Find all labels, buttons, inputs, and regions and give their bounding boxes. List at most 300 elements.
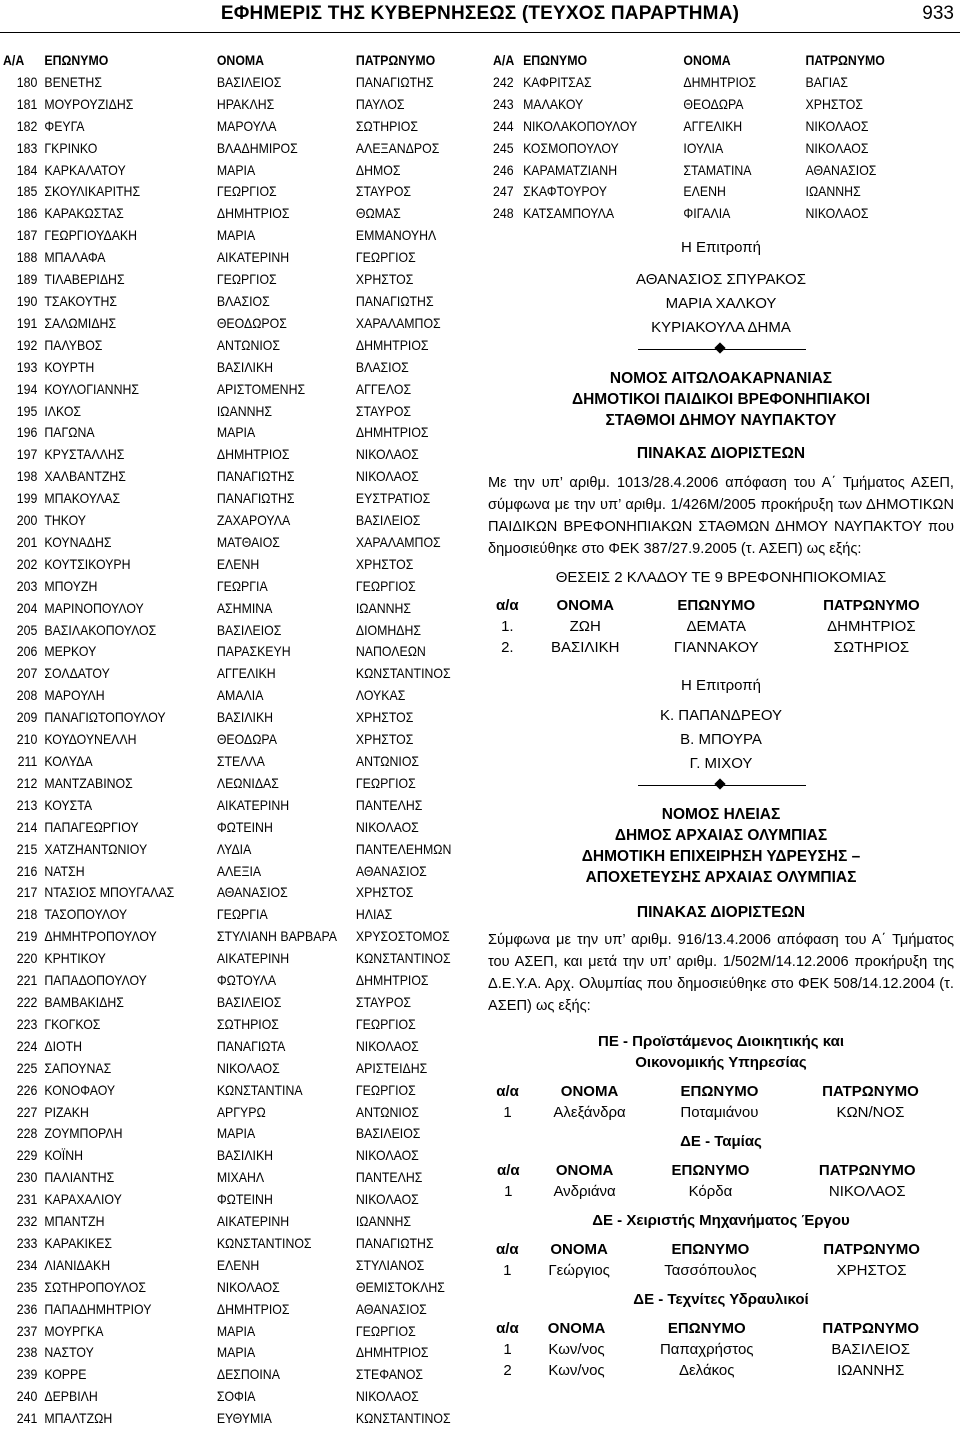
surname-cell: ΝΑΤΣΗ: [44, 862, 85, 879]
name-cell: ΣΟΦΙΑ: [216, 1388, 256, 1405]
surname-cell: ΚΟΥΡΤΗ: [44, 358, 95, 375]
diamond-ornament-icon: [714, 342, 725, 353]
patronymic-cell: ΝΙΚΟΛΑΟΣ: [805, 117, 869, 134]
table-row: [3, 269, 461, 291]
surname-cell: ΛΙΑΝΙΔΑΚΗ: [44, 1256, 111, 1273]
table-row: [493, 138, 904, 160]
surname-cell: ΜΑΛΑΚΟΥ: [523, 95, 584, 112]
committee-member: Γ. ΜΙΧΟΥ: [689, 755, 753, 772]
appointees-table: [488, 595, 954, 658]
name-cell: ΕΛΕΝΗ: [216, 1256, 260, 1273]
patronymic-cell: ΑΝΤΩΝΙΟΣ: [355, 1103, 420, 1120]
surname-cell: ΣΚΟΥΛΙΚΑΡΙΤΗΣ: [44, 183, 141, 200]
table-row: [488, 1339, 954, 1360]
name-cell: ΗΡΑΚΛΗΣ: [216, 95, 275, 112]
surname-cell: ΒΑΜΒΑΚΙΔΗΣ: [44, 993, 124, 1010]
name-cell: ΓΕΩΡΓΙΟΣ: [216, 183, 277, 200]
patronymic-cell: ΑΝΤΩΝΙΟΣ: [355, 753, 420, 769]
name-cell: ΣΤΕΛΛΑ: [216, 753, 265, 769]
column-header: ΕΠΩΝΥΜΟ: [44, 52, 109, 68]
name-cell: ΚΩΝΣΤΑΝΤΙΝΑ: [216, 1081, 303, 1098]
name-cell: ΣΤΑΜΑΤΙΝΑ: [683, 161, 752, 178]
name-cell: ΠΑΡΑΣΚΕΥΗ: [216, 643, 291, 660]
surname-cell: ΚΟΥΛΟΓΙΑΝΝΗΣ: [44, 380, 139, 397]
table-row: [3, 138, 461, 160]
surname-cell: ΔΙΟΤΗ: [44, 1037, 83, 1054]
notice-heading: ΣΤΑΘΜΟΙ ΔΗΜΟΥ ΝΑΥΠΑΚΤΟΥ: [605, 412, 837, 429]
surname-cell: ΠΑΠΑΔΗΜΗΤΡΙΟΥ: [44, 1300, 152, 1317]
column-header: ΟΝΟΜΑ: [560, 1083, 619, 1100]
patronymic-cell: ΝΙΚΟΛΑΟΣ: [355, 1388, 419, 1405]
patronymic-cell: ΒΛΑΣΙΟΣ: [355, 358, 409, 375]
surname-cell: ΠΑΛΙΑΝΤΗΣ: [44, 1169, 115, 1186]
table-row: [3, 291, 461, 313]
name-cell: ΒΛΑΣΙΟΣ: [216, 292, 270, 309]
table-row: [3, 882, 461, 904]
row-number: 184: [16, 161, 38, 178]
surname-cell: Τασσόπουλος: [664, 1262, 757, 1279]
surname-cell: ΠΑΝΑΓΙΩΤΟΠΟΥΛΟΥ: [44, 709, 166, 726]
patronymic-cell: ΔΗΜΗΤΡΙΟΣ: [355, 1344, 429, 1361]
committee-member: Β. ΜΠΟΥΡΑ: [680, 731, 762, 748]
name-cell: ΝΙΚΟΛΑΟΣ: [216, 1278, 280, 1295]
table-row: [3, 926, 461, 948]
column-header: ΕΠΩΝΥΜΟ: [680, 1083, 759, 1100]
patronymic-cell: ΠΑΝΤΕΛΗΣ: [355, 796, 423, 813]
surname-cell: ΚΟΪΝΗ: [44, 1147, 84, 1164]
row-number: 1: [503, 1341, 512, 1358]
notice-heading: ΔΗΜΟΤΙΚΗ ΕΠΙΧΕΙΡΗΣΗ ΥΔΡΕΥΣΗΣ –: [581, 848, 861, 865]
patronymic-cell: ΧΡΗΣΤΟΣ: [805, 95, 863, 112]
row-number: 221: [16, 972, 38, 989]
patronymic-cell: ΝΙΚΟΛΑΟΣ: [355, 446, 419, 463]
patronymic-cell: ΝΙΚΟΛΑΟΣ: [355, 1037, 419, 1054]
column-header: ΟΝΟΜΑ: [555, 1162, 614, 1179]
column-header: α/α: [496, 597, 519, 614]
patronymic-cell: ΚΩΝ/ΝΟΣ: [836, 1104, 905, 1121]
column-header: ΟΝΟΜΑ: [547, 1320, 606, 1337]
position-title: ΠΕ - Προϊστάμενος Διοικητικής και: [598, 1033, 844, 1050]
notice-heading: ΔΗΜΟΤΙΚΟΙ ΠΑΙΔΙΚΟΙ ΒΡΕΦΟΝΗΠΙΑΚΟΙ: [571, 391, 871, 408]
name-cell: ΔΗΜΗΤΡΙΟΣ: [683, 73, 757, 90]
table-row: [3, 444, 461, 466]
patronymic-cell: ΑΘΑΝΑΣΙΟΣ: [805, 161, 877, 178]
surname-cell: ΣΩΤΗΡΟΠΟΥΛΟΣ: [44, 1278, 146, 1295]
column-header: ΕΠΩΝΥΜΟ: [671, 1241, 750, 1258]
name-cell: ΖΑΧΑΡΟΥΛΑ: [216, 512, 291, 529]
table-row: [3, 72, 461, 94]
patronymic-cell: ΧΑΡΑΛΑΜΠΟΣ: [355, 314, 441, 331]
row-number: 227: [16, 1103, 38, 1120]
name-cell: ΑΡΓΥΡΩ: [216, 1103, 266, 1120]
table-row: [488, 637, 954, 658]
column-header: ΕΠΩΝΥΜΟ: [671, 1162, 750, 1179]
table-title: ΠΙΝΑΚΑΣ ΔΙΟΡΙΣΤΕΩΝ: [636, 904, 806, 921]
name-cell: ΖΩΗ: [569, 618, 601, 635]
name-cell: ΜΑΡΙΑ: [216, 227, 256, 244]
row-number: 220: [16, 950, 38, 967]
position-title: ΔΕ - Ταμίας: [680, 1133, 762, 1150]
patronymic-cell: ΑΘΑΝΑΣΙΟΣ: [355, 1300, 427, 1317]
surname-cell: ΙΛΚΟΣ: [44, 402, 82, 419]
name-cell: Ανδριάνα: [553, 1183, 616, 1200]
positions-title: ΘΕΣΕΙΣ 2 ΚΛΑΔΟΥ ΤΕ 9 ΒΡΕΦΟΝΗΠΙΟΚΟΜΙΑΣ: [555, 569, 887, 586]
table-row: [3, 970, 461, 992]
column-header: ΟΝΟΜΑ: [550, 1241, 608, 1258]
patronymic-cell: ΓΕΩΡΓΙΟΣ: [355, 774, 416, 791]
table-row: [3, 1408, 461, 1430]
name-cell: ΙΟΥΛΙΑ: [683, 139, 724, 156]
surname-cell: ΚΑΡΚΑΛΑΤΟΥ: [44, 161, 126, 178]
column-header: α/α: [496, 1320, 519, 1337]
name-cell: Αλεξάνδρα: [553, 1104, 626, 1121]
table-row: [3, 401, 461, 423]
name-cell: ΒΑΣΙΛΙΚΗ: [216, 358, 274, 375]
surname-cell: ΦΕΥΓΑ: [44, 117, 85, 134]
surname-cell: ΠΑΛΥΒΟΣ: [44, 336, 103, 353]
column-header: ΟΝΟΜΑ: [683, 52, 731, 68]
name-cell: ΝΙΚΟΛΑΟΣ: [216, 1059, 280, 1076]
row-number: 197: [16, 446, 38, 463]
row-number: 241: [16, 1410, 38, 1427]
surname-cell: ΠΑΠΑΔΟΠΟΥΛΟΥ: [44, 972, 147, 989]
table-row: [493, 116, 904, 138]
name-cell: ΒΑΣΙΛΙΚΗ: [216, 709, 274, 726]
name-cell: ΠΑΝΑΓΙΩΤΗΣ: [216, 490, 295, 507]
patronymic-cell: ΕΥΣΤΡΑΤΙΟΣ: [355, 490, 431, 507]
row-number: 230: [16, 1169, 38, 1186]
patronymic-cell: ΧΑΡΑΛΑΜΠΟΣ: [355, 533, 441, 550]
table-row: [3, 532, 461, 554]
patronymic-cell: ΑΛΕΞΑΝΔΡΟΣ: [355, 139, 440, 156]
patronymic-cell: ΣΩΤΗΡΙΟΣ: [833, 639, 910, 656]
name-cell: ΔΗΜΗΤΡΙΟΣ: [216, 1300, 290, 1317]
patronymic-cell: ΝΙΚΟΛΑΟΣ: [805, 205, 869, 222]
column-header: ΟΝΟΜΑ: [556, 597, 614, 614]
notice-paragraph: Με την υπ’ αριθμ. 1013/28.4.2006 απόφαση του Α΄ Τμήματος ΑΣΕΠ, σύμφωνα με την υπ’ αριθμ. 1/426Μ/2005 προκήρυξη των ΔΗΜΟΤΙΚΩΝ ΠΑΙΔΙΚΩΝ ΒΡΕΦΟΝΗΠΙΑΚΩΝ ΣΤΑΘΜΩΝ ΔΗΜΟΥ ΝΑΥΠΑΚΤΟΥ που δημοσιεύθηκε στο ΦΕΚ 387/27.9.2005 (τ. ΑΣΕΠ) ως εξής:: [488, 475, 954, 557]
table-row: [3, 1123, 461, 1145]
name-cell: Κων/νος: [548, 1341, 605, 1358]
surname-cell: ΒΕΝΕΤΗΣ: [44, 73, 102, 90]
name-cell: ΑΙΚΑΤΕΡΙΝΗ: [216, 249, 290, 266]
row-number: 239: [16, 1366, 38, 1383]
row-number: 196: [16, 424, 38, 441]
surname-cell: Παπαχρήστος: [659, 1341, 754, 1358]
surname-cell: Ποταμιάνου: [680, 1104, 759, 1121]
row-number: 248: [493, 205, 514, 222]
row-number: 181: [16, 95, 38, 112]
table-row: [3, 576, 461, 598]
surname-cell: ΖΟΥΜΠΟΡΛΗ: [44, 1125, 123, 1142]
patronymic-cell: ΙΩΑΝΝΗΣ: [355, 599, 412, 616]
patronymic-cell: ΧΡΗΣΤΟΣ: [836, 1262, 907, 1279]
table-row: [3, 488, 461, 510]
row-number: 223: [16, 1015, 38, 1032]
surname-cell: ΤΙΛΑΒΕΡΙΔΗΣ: [44, 271, 125, 288]
right-header-row: [493, 50, 904, 72]
name-cell: ΜΑΡΙΑ: [216, 161, 256, 178]
row-number: 231: [16, 1191, 38, 1208]
name-cell: ΜΑΡΙΑ: [216, 424, 256, 441]
name-cell: ΒΑΣΙΛΕΙΟΣ: [216, 993, 282, 1010]
row-number: 187: [16, 227, 38, 244]
patronymic-cell: ΓΕΩΡΓΙΟΣ: [355, 1081, 416, 1098]
patronymic-cell: ΠΑΝΑΓΙΩΤΗΣ: [355, 1234, 434, 1251]
row-number: 188: [16, 249, 38, 266]
left-header-row: [3, 50, 461, 72]
committee-member: ΜΑΡΙΑ ΧΑΛΚΟΥ: [665, 295, 777, 312]
notice-heading: ΑΠΟΧΕΤΕΥΣΗΣ ΑΡΧΑΙΑΣ ΟΛΥΜΠΙΑΣ: [585, 869, 857, 886]
patronymic-cell: ΙΩΑΝΝΗΣ: [355, 1213, 412, 1230]
table-row: [3, 904, 461, 926]
name-cell: ΕΛΕΝΗ: [683, 183, 726, 200]
row-number: 198: [16, 468, 38, 485]
table-row: [3, 313, 461, 335]
row-number: 201: [16, 533, 38, 550]
patronymic-cell: ΗΛΙΑΣ: [355, 906, 393, 923]
surname-cell: ΜΠΑΛΑΦΑ: [44, 249, 106, 266]
row-number: 195: [16, 402, 38, 419]
row-number: 245: [493, 139, 514, 156]
row-number: 233: [16, 1234, 38, 1251]
row-number: 232: [16, 1213, 38, 1230]
appointees-table: [488, 1239, 954, 1281]
table-row: [3, 817, 461, 839]
name-cell: ΛΥΔΙΑ: [216, 840, 252, 857]
position-sections: [488, 1017, 954, 1381]
surname-cell: ΚΑΡΑΚΩΣΤΑΣ: [44, 205, 124, 222]
row-number: 211: [17, 753, 38, 769]
row-number: 1: [503, 1104, 512, 1121]
patronymic-cell: ΣΤΑΥΡΟΣ: [355, 402, 412, 419]
column-header: ΟΝΟΜΑ: [216, 52, 265, 68]
patronymic-cell: ΝΙΚΟΛΑΟΣ: [355, 468, 419, 485]
table-row: [3, 247, 461, 269]
surname-cell: ΓΚΡΙΝΚΟ: [44, 139, 98, 156]
row-number: 203: [16, 577, 38, 594]
table-row: [3, 1386, 461, 1408]
position-title: Οικονομικής Υπηρεσίας: [635, 1054, 807, 1071]
surname-cell: ΔΗΜΗΤΡΟΠΟΥΛΟΥ: [44, 928, 157, 945]
name-cell: ΕΥΘΥΜΙΑ: [216, 1410, 272, 1427]
column-header: ΠΑΤΡΩΝΥΜΟ: [818, 1162, 916, 1179]
surname-cell: ΜΟΥΡΟΥΖΙΔΗΣ: [44, 95, 134, 112]
surname-cell: ΣΟΛΔΑΤΟΥ: [44, 665, 110, 682]
table-header-row: [488, 1081, 954, 1102]
name-cell: ΜΑΡΙΑ: [216, 1322, 256, 1339]
row-number: 244: [493, 117, 514, 134]
column-header: α/α: [497, 1162, 520, 1179]
surname-cell: ΚΟΥΔΟΥΝΕΛΛΗ: [44, 731, 137, 748]
name-cell: ΑΛΕΞΙΑ: [216, 862, 262, 879]
table-row: [3, 225, 461, 247]
patronymic-cell: ΚΩΝΣΤΑΝΤΙΝΟΣ: [355, 665, 451, 682]
table-row: [493, 94, 904, 116]
row-number: 209: [16, 709, 38, 726]
surname-cell: ΜΑΡΙΝΟΠΟΥΛΟΥ: [44, 599, 144, 616]
name-cell: ΓΕΩΡΓΙΑ: [216, 577, 268, 594]
column-header: ΕΠΩΝΥΜΟ: [667, 1320, 746, 1337]
row-number: 242: [493, 73, 514, 90]
table-row: [3, 1036, 461, 1058]
row-number: 238: [16, 1344, 38, 1361]
column-header: α/α: [496, 1083, 519, 1100]
table-row: [3, 1233, 461, 1255]
surname-cell: ΣΑΠΟΥΝΑΣ: [44, 1059, 112, 1076]
surname-cell: Κόρδα: [688, 1183, 733, 1200]
name-cell: ΔΗΜΗΤΡΙΟΣ: [216, 446, 290, 463]
surname-cell: ΧΑΤΖΗΑΝΤΩΝΙΟΥ: [44, 840, 148, 857]
name-cell: ΑΘΑΝΑΣΙΟΣ: [216, 884, 288, 901]
name-cell: ΘΕΟΔΩΡΑ: [683, 95, 744, 112]
table-row: [3, 751, 461, 773]
surname-cell: ΠΑΓΩΝΑ: [44, 424, 95, 441]
position-title: ΔΕ - Χειριστής Μηχανήματος Έργου: [592, 1212, 850, 1229]
table-row: [3, 203, 461, 225]
row-number: 236: [16, 1300, 38, 1317]
row-number: 183: [16, 139, 38, 156]
patronymic-cell: ΔΗΜΗΤΡΙΟΣ: [827, 618, 916, 635]
row-number: 202: [16, 555, 38, 572]
row-number: 247: [493, 183, 514, 200]
surname-cell: ΜΟΥΡΓΚΑ: [44, 1322, 104, 1339]
table-row: [3, 663, 461, 685]
patronymic-cell: ΚΩΝΣΤΑΝΤΙΝΟΣ: [355, 1410, 451, 1427]
name-cell: ΠΑΝΑΓΙΩΤΗΣ: [216, 468, 295, 485]
row-number: 199: [16, 490, 38, 507]
name-cell: ΣΩΤΗΡΙΟΣ: [216, 1015, 279, 1032]
surname-cell: ΚΟΛΥΔΑ: [44, 753, 93, 769]
patronymic-cell: ΣΤΑΥΡΟΣ: [355, 993, 412, 1010]
row-number: 224: [16, 1037, 38, 1054]
table-row: [3, 641, 461, 663]
name-cell: ΒΑΣΙΛΕΙΟΣ: [216, 73, 282, 90]
notice-heading: ΝΟΜΟΣ ΑΙΤΩΛΟΑΚΑΡΝΑΝΙΑΣ: [609, 370, 833, 387]
table-row: [3, 620, 461, 642]
table-row: [493, 203, 904, 225]
name-cell: ΦΩΤΟΥΛΑ: [216, 972, 277, 989]
surname-cell: ΠΑΠΑΓΕΩΡΓΙΟΥ: [44, 818, 139, 835]
row-number: 214: [16, 818, 38, 835]
patronymic-cell: ΣΤΕΦΑΝΟΣ: [355, 1366, 424, 1383]
row-number: 206: [16, 643, 38, 660]
table-row: [3, 1102, 461, 1124]
column-header: ΕΠΩΝΥΜΟ: [523, 52, 588, 68]
table-row: [3, 1167, 461, 1189]
table-row: [3, 1299, 461, 1321]
surname-cell: ΒΑΣΙΛΑΚΟΠΟΥΛΟΣ: [44, 621, 157, 638]
appointees-table: [488, 1318, 954, 1381]
appointees-table-left: [3, 50, 461, 1430]
name-cell: ΔΗΜΗΤΡΙΟΣ: [216, 205, 290, 222]
name-cell: ΒΛΑΔΗΜΙΡΟΣ: [216, 139, 298, 156]
column-header: α/α: [495, 1241, 519, 1258]
appointees-table: [488, 1081, 954, 1123]
position-title: ΔΕ - Τεχνίτες Υδραυλικοί: [633, 1291, 809, 1308]
row-number: 205: [16, 621, 38, 638]
surname-cell: ΚΡΗΤΙΚΟΥ: [44, 950, 106, 967]
table-row: [3, 729, 461, 751]
patronymic-cell: ΝΑΠΟΛΕΩΝ: [355, 643, 426, 660]
name-cell: ΜΑΤΘΑΙΟΣ: [216, 533, 280, 550]
table-row: [3, 598, 461, 620]
patronymic-cell: ΠΑΝΤΕΛΕΗΜΩΝ: [355, 840, 452, 857]
surname-cell: ΚΟΣΜΟΠΟΥΛΟΥ: [523, 139, 619, 156]
patronymic-cell: ΝΙΚΟΛΑΟΣ: [355, 1191, 419, 1208]
name-cell: ΒΑΣΙΛΙΚΗ: [216, 1147, 274, 1164]
row-number: 229: [16, 1147, 38, 1164]
patronymic-cell: ΠΑΝΤΕΛΗΣ: [355, 1169, 423, 1186]
table-row: [3, 160, 461, 182]
surname-cell: ΚΟΡΡΕ: [44, 1366, 87, 1383]
name-cell: ΑΙΚΑΤΕΡΙΝΗ: [216, 796, 290, 813]
table-row: [3, 422, 461, 444]
table-header-row: [488, 1318, 954, 1339]
table-row: [3, 992, 461, 1014]
name-cell: ΑΝΤΩΝΙΟΣ: [216, 336, 280, 353]
table-row: [488, 1181, 954, 1202]
patronymic-cell: ΑΡΙΣΤΕΙΔΗΣ: [355, 1059, 428, 1076]
surname-cell: ΤΣΑΚΟΥΤΗΣ: [44, 292, 118, 309]
name-cell: ΘΕΟΔΩΡΑ: [216, 731, 277, 748]
name-cell: ΑΡΙΣΤΟΜΕΝΗΣ: [216, 380, 306, 397]
committee-title: Η Επιτροπή: [681, 239, 761, 256]
table-row: [3, 357, 461, 379]
table-row: [3, 335, 461, 357]
patronymic-cell: ΝΙΚΟΛΑΟΣ: [828, 1183, 906, 1200]
name-cell: ΜΙΧΑΗΛ: [216, 1169, 265, 1186]
table-header-row: [488, 1160, 954, 1181]
surname-cell: ΜΠΑΝΤΖΗ: [44, 1213, 105, 1230]
patronymic-cell: ΑΓΓΕΛΟΣ: [355, 380, 412, 397]
table-row: [3, 948, 461, 970]
row-number: 2.: [501, 639, 514, 656]
table-header-row: [488, 595, 954, 616]
row-number: 226: [16, 1081, 38, 1098]
name-cell: ΦΙΓΑΛΙΑ: [683, 205, 731, 222]
table-row: [3, 1189, 461, 1211]
name-cell: ΑΙΚΑΤΕΡΙΝΗ: [216, 1213, 290, 1230]
surname-cell: ΜΕΡΚΟΥ: [44, 643, 97, 660]
surname-cell: ΣΑΛΩΜΙΔΗΣ: [44, 314, 117, 331]
surname-cell: ΤΗΚΟΥ: [44, 512, 87, 529]
committee-member: Κ. ΠΑΠΑΝΔΡΕΟΥ: [659, 707, 783, 724]
name-cell: ΑΜΑΛΙΑ: [216, 687, 264, 704]
surname-cell: ΓΕΩΡΓΙΟΥΔΑΚΗ: [44, 227, 138, 244]
surname-cell: ΔΕΡΒΙΛΗ: [44, 1388, 98, 1405]
surname-cell: ΡΙΖΑΚΗ: [44, 1103, 89, 1120]
table-title: ΠΙΝΑΚΑΣ ΔΙΟΡΙΣΤΕΩΝ: [636, 445, 806, 462]
table-row: [3, 707, 461, 729]
surname-cell: ΝΑΣΤΟΥ: [44, 1344, 94, 1361]
row-number: 1: [503, 1262, 512, 1279]
row-number: 212: [16, 774, 38, 791]
patronymic-cell: ΒΑΣΙΛΕΙΟΣ: [831, 1341, 910, 1358]
patronymic-cell: ΓΕΩΡΓΙΟΣ: [355, 1322, 416, 1339]
patronymic-cell: ΧΡΗΣΤΟΣ: [355, 884, 414, 901]
name-cell: ΒΑΣΙΛΕΙΟΣ: [216, 621, 282, 638]
table-row: [3, 1058, 461, 1080]
surname-cell: ΣΚΑΦΤΟΥΡΟΥ: [523, 183, 607, 200]
patronymic-cell: ΔΙΟΜΗΔΗΣ: [355, 621, 422, 638]
appointees-table: [488, 1160, 954, 1202]
page-header: [0, 0, 960, 30]
patronymic-cell: ΓΕΩΡΓΙΟΣ: [355, 1015, 416, 1032]
surname-cell: Δελάκος: [678, 1362, 735, 1379]
surname-cell: ΜΠΑΛΤΖΩΗ: [44, 1410, 113, 1427]
surname-cell: ΜΠΑΚΟΥΛΑΣ: [44, 490, 121, 507]
patronymic-cell: ΘΕΜΙΣΤΟΚΛΗΣ: [355, 1278, 445, 1295]
